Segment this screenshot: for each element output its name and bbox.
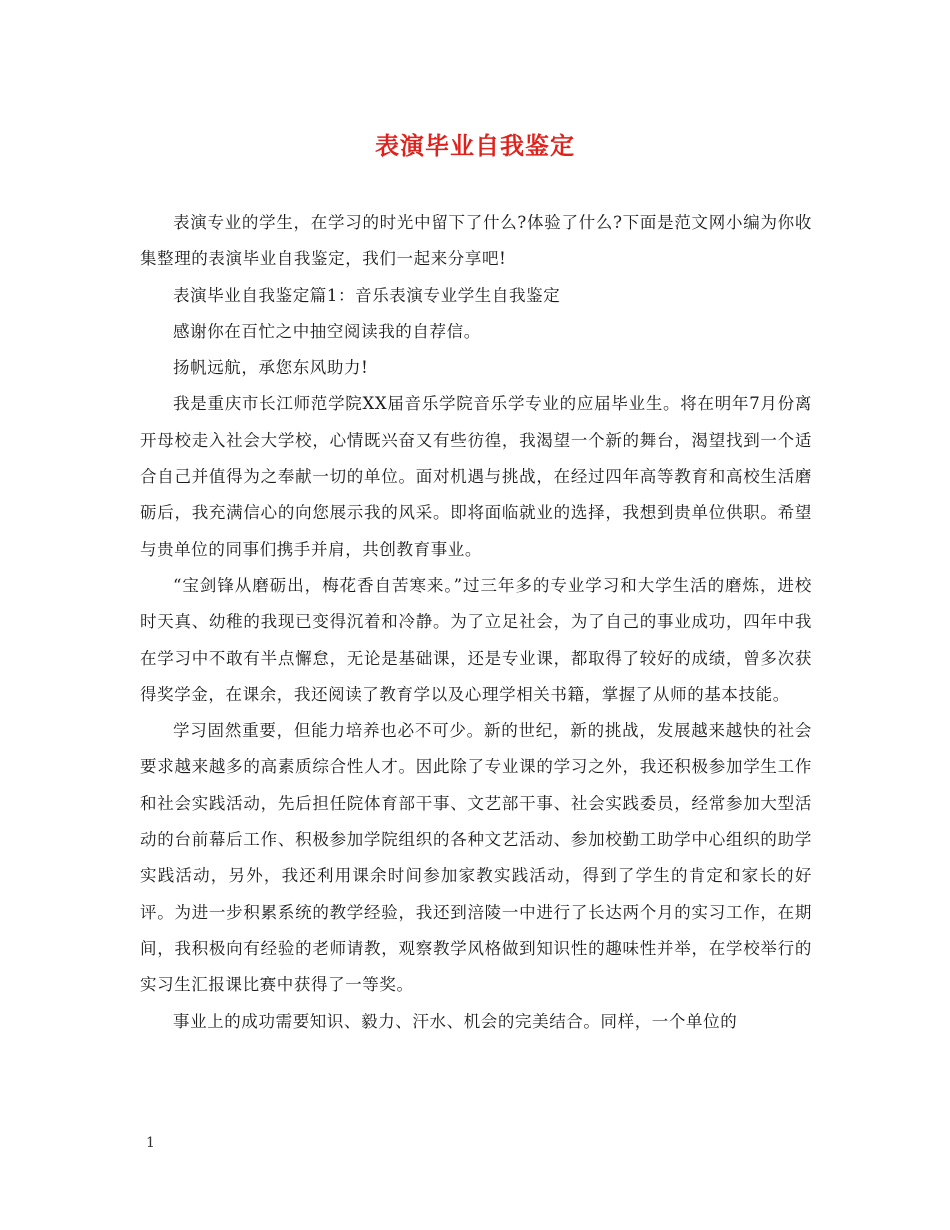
paragraph-section-heading: 表演毕业自我鉴定篇1：音乐表演专业学生自我鉴定 [173,285,561,305]
document-title: 表演毕业自我鉴定 [375,132,575,160]
paragraph-intro: 表演专业的学生，在学习的时光中留下了什么?体验了什么?下面是范文网小编为你收集整理的表演毕业自我鉴定，我们一起来分享吧! [140,213,812,269]
paragraph-motto: 扬帆远航，承您东风助力! [173,358,369,378]
page-number: 1 [146,1135,155,1151]
document-body [140,205,812,1040]
paragraph-activities: 学习固然重要，但能力培养也必不可少。新的世纪，新的挑战，发展越来越快的社会要求越来越多的高素质综合性人才。因此除了专业课的学习之外，我还积极参加学生工作和社会实践活动，先后担任院体育部干事、文艺部干事、社会实践委员，经常参加大型活动的台前幕后工作、积极参加学院组织的各种文艺活动、参加校勤工助学中心组织的助学实践活动，另外，我还利用课余时间参加家教实践活动，得到了学生的肯定和家长的好评。为进一步积累系统的教学经验，我还到涪陵一中进行了长达两个月的实习工作，在期间，我积极向有经验的老师请教，观察教学风格做到知识性的趣味性并举，在学校举行的实习生汇报课比赛中获得了一等奖。 [140,721,812,995]
paragraph-thanks: 感谢你在百忙之中抽空阅读我的自荐信。 [173,321,481,341]
paragraph-self-intro: 我是重庆市长江师范学院XX届音乐学院音乐学专业的应届毕业生。将在明年7月份离开母校走入社会大学校，心情既兴奋又有些彷徨，我渴望一个新的舞台，渴望找到一个适合自己并值得为之奉献一切的单位。面对机遇与挑战，在经过四年高等教育和高校生活磨砺后，我充满信心的向您展示我的风采。即将面临就业的选择，我想到贵单位供职。希望与贵单位的同事们携手并肩，共创教育事业。 [140,394,812,559]
paragraph-study: “宝剑锋从磨砺出，梅花香自苦寒来。”过三年多的专业学习和大学生活的磨炼，进校时天真、幼稚的我现已变得沉着和冷静。为了立足社会，为了自己的事业成功，四年中我在学习中不敢有半点懈怠，无论是基础课，还是专业课，都取得了较好的成绩，曾多次获得奖学金，在课余，我还阅读了教育学以及心理学相关书籍，掌握了从师的基本技能。 [140,575,812,704]
paragraph-career: 事业上的成功需要知识、毅力、汗水、机会的完美结合。同样，一个单位的 [173,1011,738,1031]
